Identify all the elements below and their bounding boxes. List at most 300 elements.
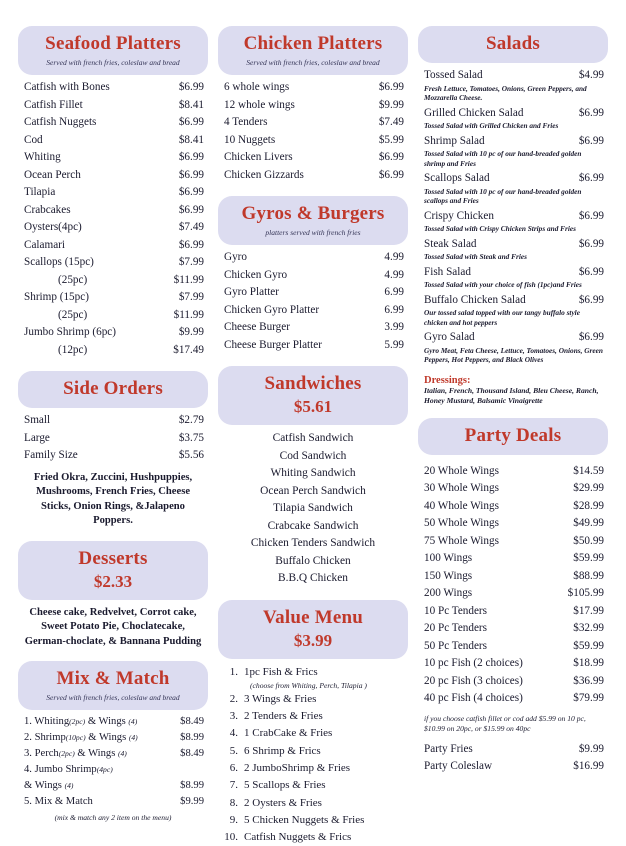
menu-item-row (24, 289, 204, 307)
menu-item-name: (25pc) (24, 307, 93, 325)
value-menu-item-number: 7. (224, 777, 244, 794)
salad-item-description: Tossed Salad with Steak and Fries (424, 252, 604, 262)
menu-item-row (224, 97, 404, 115)
value-menu-price: $3.99 (224, 631, 402, 651)
menu-item-name: (12pc) (24, 342, 93, 360)
menu-item-row (424, 550, 604, 568)
section-side-orders (18, 371, 208, 529)
salad-item-name: Steak Salad (424, 236, 483, 254)
sandwich-item: Whiting Sandwich (218, 465, 408, 483)
salad-item-name: Crispy Chicken (424, 208, 500, 226)
section-salads (418, 26, 608, 406)
dressings-body: Italian, French, Thousand Island, Bleu Cheese, Ranch, Honey Mustard, Balsamic Vinaigrette (424, 386, 604, 406)
mix-match-item-label: Mix & Match (35, 796, 93, 807)
menu-item-row (224, 319, 404, 337)
menu-item-row (24, 412, 204, 430)
value-menu-item (224, 708, 406, 725)
mix-match-item-qty2: (4) (129, 733, 138, 742)
value-menu-item (224, 777, 406, 794)
menu-item-price: $9.99 (379, 97, 404, 115)
sandwich-item: Catfish Sandwich (218, 430, 408, 448)
salad-item-price: $6.99 (579, 170, 604, 188)
salad-item-row (424, 236, 604, 254)
value-menu-item-text: 2 JumboShrimp & Fries (244, 760, 406, 777)
menu-item-row (224, 167, 404, 185)
gyros-burgers-header (218, 196, 408, 245)
menu-item-row (24, 342, 204, 360)
menu-item-price: $5.99 (379, 132, 404, 150)
salad-item-price: $6.99 (579, 236, 604, 254)
menu-item-price: $18.99 (573, 655, 604, 673)
menu-item-name: Chicken Gizzards (224, 167, 310, 185)
menu-item-row (224, 249, 404, 267)
menu-item-name: Calamari (24, 237, 71, 255)
mix-match-item-label: Jumbo Shrimp (35, 764, 97, 775)
salad-item-row (424, 264, 604, 282)
menu-item-row (424, 463, 604, 481)
mix-match-item (24, 762, 204, 778)
value-menu-item-text: 6 Shrimp & Frics (244, 743, 406, 760)
menu-item-name: Cheese Burger (224, 319, 296, 337)
menu-item-name: Chicken Gyro Platter (224, 302, 325, 320)
column-middle (218, 26, 408, 829)
value-menu-title: Value Menu (224, 607, 402, 629)
seafood-platters-subtitle: Served with french fries, coleslaw and bread (24, 58, 202, 67)
salad-item-price: $6.99 (579, 292, 604, 310)
menu-item-name: Catfish Fillet (24, 97, 89, 115)
desserts-price: $2.33 (24, 572, 202, 592)
menu-item-price: $5.56 (179, 447, 204, 465)
menu-item-row (24, 167, 204, 185)
menu-item-name: Oysters(4pc) (24, 219, 88, 237)
value-menu-item-note: (choose from Whiting, Perch, Tilapia ) (224, 681, 406, 691)
mix-match-item-qty: (10pc) (66, 733, 86, 742)
menu-item-name: 10 Pc Tenders (424, 603, 493, 621)
mix-match-item-label: & Wings (24, 780, 65, 791)
menu-item-name: 50 Whole Wings (424, 515, 505, 533)
menu-item-name: 75 Whole Wings (424, 533, 505, 551)
salad-item-description: Tossed Salad with your choice of fish (1pc)and Fries (424, 280, 604, 290)
salad-item-description: Fresh Lettuce, Tomatoes, Onions, Green Peppers, and Mozzarella Cheese. (424, 84, 604, 103)
menu-item-row (224, 114, 404, 132)
value-menu-item (224, 664, 406, 681)
menu-item-price: $3.75 (179, 430, 204, 448)
mix-match-item-number: 3. (24, 748, 35, 759)
menu-item-price: $7.99 (179, 254, 204, 272)
mix-match-list (18, 710, 208, 810)
value-menu-item-number: 10. (224, 829, 244, 846)
menu-item-price: $8.41 (179, 97, 204, 115)
salad-item-row (424, 208, 604, 226)
menu-item-price: $7.49 (379, 114, 404, 132)
gyros-burgers-list (218, 245, 408, 354)
salads-header (418, 26, 608, 63)
menu-item-name: 20 Whole Wings (424, 463, 505, 481)
menu-item-price: $6.99 (179, 149, 204, 167)
side-orders-title: Side Orders (24, 378, 202, 400)
section-seafood-platters (18, 26, 208, 359)
salad-item (424, 329, 604, 365)
mix-match-item-text (24, 746, 132, 762)
menu-item-name: 150 Wings (424, 568, 478, 586)
menu-item-name: Party Coleslaw (424, 758, 498, 776)
sandwich-item: Crabcake Sandwich (218, 518, 408, 536)
salad-item-name: Fish Salad (424, 264, 477, 282)
menu-item-price: $36.99 (573, 673, 604, 691)
salad-item (424, 236, 604, 262)
section-desserts (18, 541, 208, 650)
mix-match-footnote: (mix & match any 2 item on the menu) (18, 810, 208, 822)
salad-item-name: Tossed Salad (424, 67, 489, 85)
party-deals-title: Party Deals (424, 425, 602, 447)
mix-match-item-price: $9.99 (180, 794, 204, 810)
section-sandwiches (218, 366, 408, 588)
sandwich-item: Chicken Tenders Sandwich (218, 535, 408, 553)
menu-item-price: 6.99 (384, 302, 404, 320)
menu-item-row (24, 272, 204, 290)
salad-item-name: Scallops Salad (424, 170, 496, 188)
menu-item-name: 30 Whole Wings (424, 480, 505, 498)
menu-item-row (424, 655, 604, 673)
menu-item-price: $16.99 (573, 758, 604, 776)
menu-item-row (224, 149, 404, 167)
salad-item-price: $4.99 (579, 67, 604, 85)
menu-item-row (24, 149, 204, 167)
side-orders-note: Fried Okra, Zuccini, Hushpuppies, Mushrooms, French Fries, Cheese Sticks, Onion Rings, &Jalapeno Poppers. (18, 465, 208, 529)
menu-item-name: Catfish with Bones (24, 79, 116, 97)
desserts-header (18, 541, 208, 600)
menu-item-row (424, 603, 604, 621)
menu-item-name: 20 pc Fish (3 choices) (424, 673, 529, 691)
side-orders-list (18, 408, 208, 465)
menu-item-price: $6.99 (379, 167, 404, 185)
chicken-platters-subtitle: Served with french fries, coleslaw and bread (224, 58, 402, 67)
seafood-platters-header (18, 26, 208, 75)
sandwich-item: Cod Sandwich (218, 448, 408, 466)
menu-item-price: $6.99 (179, 167, 204, 185)
party-extras-list (418, 737, 608, 776)
value-menu-item (224, 743, 406, 760)
menu-item-price: $105.99 (568, 585, 604, 603)
menu-item-name: 4 Tenders (224, 114, 273, 132)
menu-item-row (224, 284, 404, 302)
mix-match-item-qty: (2pc) (59, 749, 75, 758)
menu-item-name: 10 pc Fish (2 choices) (424, 655, 529, 673)
menu-item-price: 3.99 (384, 319, 404, 337)
menu-item-price: $17.99 (573, 603, 604, 621)
menu-item-price: $14.59 (573, 463, 604, 481)
menu-item-price: $8.41 (179, 132, 204, 150)
column-left (18, 26, 208, 829)
sandwiches-title: Sandwiches (224, 373, 402, 395)
value-menu-item (224, 760, 406, 777)
menu-item-row (424, 585, 604, 603)
mix-match-item-number: 5. (24, 796, 35, 807)
menu-item-name: 50 Pc Tenders (424, 638, 493, 656)
menu-item-name: Cod (24, 132, 49, 150)
salad-item-description: Tossed Salad with Crispy Chicken Strips and Fries (424, 224, 604, 234)
mix-match-item-price: $8.99 (180, 778, 204, 794)
menu-item-price: $50.99 (573, 533, 604, 551)
mix-match-item (24, 794, 204, 810)
menu-item-price: $9.99 (579, 741, 604, 759)
salad-item-row (424, 170, 604, 188)
menu-item-name: (25pc) (24, 272, 93, 290)
salad-item (424, 208, 604, 234)
salad-item-price: $6.99 (579, 329, 604, 347)
menu-item-row (424, 690, 604, 708)
menu-item-price: $2.79 (179, 412, 204, 430)
menu-item-price: $6.99 (179, 79, 204, 97)
menu-item-name: Whiting (24, 149, 67, 167)
menu-item-name: Family Size (24, 447, 84, 465)
value-menu-item-number: 6. (224, 760, 244, 777)
menu-item-name: Chicken Livers (224, 149, 299, 167)
menu-item-price: $6.99 (179, 184, 204, 202)
value-menu-item-text: 2 Oysters & Fries (244, 795, 406, 812)
salad-item-name: Grilled Chicken Salad (424, 105, 529, 123)
value-menu-item-text: Catfish Nuggets & Frics (244, 829, 406, 846)
menu-item-price: $6.99 (179, 202, 204, 220)
desserts-note: Cheese cake, Redvelvet, Corrot cake, Sweet Potato Pie, Choclatecake, German-choclate, & Bannana Pudding (18, 600, 208, 650)
menu-item-row (24, 79, 204, 97)
menu-item-row (224, 267, 404, 285)
menu-item-row (24, 184, 204, 202)
mix-match-item-number: 2. (24, 732, 35, 743)
value-menu-item (224, 725, 406, 742)
menu-item-price: $6.99 (179, 237, 204, 255)
salad-item-description: Tossed Salad with 10 pc of our hand-breaded golden scallops and Fries (424, 187, 604, 206)
menu-item-row (424, 568, 604, 586)
menu-item-name: Tilapia (24, 184, 61, 202)
sandwiches-price: $5.61 (224, 397, 402, 417)
menu-item-row (224, 302, 404, 320)
menu-item-row (424, 620, 604, 638)
menu-item-row (24, 307, 204, 325)
salad-item-price: $6.99 (579, 133, 604, 151)
salad-item-row (424, 292, 604, 310)
menu-item-name: 6 whole wings (224, 79, 295, 97)
section-mix-match (18, 661, 208, 822)
mix-match-item-qty2: (4) (128, 717, 137, 726)
menu-item-price: $6.99 (379, 79, 404, 97)
menu-item-name: 20 Pc Tenders (424, 620, 493, 638)
mix-match-item (24, 746, 204, 762)
section-party-deals (418, 418, 608, 776)
salad-item-price: $6.99 (579, 105, 604, 123)
mix-match-subtitle: Served with french fries, coleslaw and bread (24, 693, 202, 702)
menu-item-price: $29.99 (573, 480, 604, 498)
mix-match-item-label2: & Wings (75, 748, 118, 759)
value-menu-item-text: 1pc Fish & Frics (244, 664, 406, 681)
menu-item-name: Large (24, 430, 56, 448)
salad-item-row (424, 67, 604, 85)
menu-item-name: Party Fries (424, 741, 479, 759)
party-fine-print-wrap (418, 708, 608, 737)
menu-item-price: 5.99 (384, 337, 404, 355)
mix-match-item-price: $8.49 (180, 746, 204, 762)
menu-item-price: $32.99 (573, 620, 604, 638)
salad-item-row (424, 329, 604, 347)
menu-item-row (424, 498, 604, 516)
value-menu-item-text: 1 CrabCake & Fries (244, 725, 406, 742)
menu-item-price: $6.99 (379, 149, 404, 167)
mix-match-item-number: 1. (24, 716, 34, 727)
salads-list (418, 63, 608, 365)
salad-item (424, 67, 604, 103)
value-menu-item-text: 3 Wings & Fries (244, 691, 406, 708)
menu-item-price: $88.99 (573, 568, 604, 586)
menu-item-price: $28.99 (573, 498, 604, 516)
mix-match-item-price: $8.99 (180, 730, 204, 746)
salad-item-name: Buffalo Chicken Salad (424, 292, 532, 310)
menu-item-name: Jumbo Shrimp (6pc) (24, 324, 122, 342)
menu-item-name: 12 whole wings (224, 97, 301, 115)
mix-match-item-qty: (2pc) (69, 717, 85, 726)
menu-item-name: 40 pc Fish (4 choices) (424, 690, 529, 708)
menu-item-name: Gyro Platter (224, 284, 285, 302)
mix-match-item-label: Perch (35, 748, 59, 759)
menu-item-row (424, 758, 604, 776)
salad-item-row (424, 133, 604, 151)
menu-item-price: $59.99 (573, 550, 604, 568)
column-right (418, 26, 608, 829)
value-menu-item-text: 5 Scallops & Fries (244, 777, 406, 794)
dressings-title: Dressings: (424, 375, 604, 386)
desserts-title: Desserts (24, 548, 202, 570)
salad-item-name: Shrimp Salad (424, 133, 491, 151)
value-menu-item-number: 3. (224, 708, 244, 725)
sandwich-item: Buffalo Chicken (218, 553, 408, 571)
mix-match-item-qty: (4pc) (97, 765, 113, 774)
menu-item-name: Shrimp (15pc) (24, 289, 95, 307)
salad-item (424, 264, 604, 290)
salad-item-price: $6.99 (579, 208, 604, 226)
sandwich-item: Tilapia Sandwich (218, 500, 408, 518)
value-menu-item-number: 5. (224, 743, 244, 760)
menu-item-price: 4.99 (384, 249, 404, 267)
chicken-platters-header (218, 26, 408, 75)
value-menu-item (224, 812, 406, 829)
mix-match-item-label2: & Wings (86, 732, 129, 743)
salad-item-name: Gyro Salad (424, 329, 481, 347)
salad-item (424, 133, 604, 169)
mix-match-item-qty2: (4) (118, 749, 127, 758)
mix-match-item-text (24, 730, 143, 746)
menu-item-row (224, 337, 404, 355)
menu-item-price: 4.99 (384, 267, 404, 285)
side-orders-header (18, 371, 208, 408)
value-menu-item-text: 5 Chicken Nuggets & Fries (244, 812, 406, 829)
menu-item-price: $11.99 (174, 307, 204, 325)
menu-item-row (24, 132, 204, 150)
mix-match-item (24, 778, 204, 794)
menu-item-name: Catfish Nuggets (24, 114, 102, 132)
menu-item-name: 10 Nuggets (224, 132, 281, 150)
mix-match-item-text (24, 794, 98, 810)
menu-item-row (424, 480, 604, 498)
sandwich-item: Ocean Perch Sandwich (218, 483, 408, 501)
menu-item-name: Crabcakes (24, 202, 77, 220)
mix-match-item-number: 4. (24, 764, 35, 775)
menu-item-row (24, 202, 204, 220)
chicken-platters-title: Chicken Platters (224, 33, 402, 55)
gyros-burgers-subtitle: platters served with french fries (224, 228, 402, 237)
menu-item-name: Chicken Gyro (224, 267, 293, 285)
menu-item-price: $6.99 (179, 114, 204, 132)
salad-item-description: Tossed Salad with 10 pc of our hand-breaded golden shrimp and Fries (424, 149, 604, 168)
mix-match-item-price: $8.49 (180, 714, 204, 730)
mix-match-item-label: Whiting (34, 716, 69, 727)
value-menu-item-number: 4. (224, 725, 244, 742)
menu-item-price: $59.99 (573, 638, 604, 656)
menu-item-price: 6.99 (384, 284, 404, 302)
value-menu-item-number: 8. (224, 795, 244, 812)
dressings-block (418, 367, 608, 406)
menu-item-row (424, 638, 604, 656)
mix-match-header (18, 661, 208, 710)
chicken-platters-list (218, 75, 408, 184)
menu-item-row (24, 237, 204, 255)
menu-item-row (24, 114, 204, 132)
salad-item (424, 105, 604, 131)
value-menu-item-number: 9. (224, 812, 244, 829)
menu-item-row (24, 324, 204, 342)
salad-item (424, 292, 604, 328)
salads-title: Salads (424, 33, 602, 55)
menu-item-name: 40 Whole Wings (424, 498, 505, 516)
menu-item-row (24, 430, 204, 448)
seafood-platters-list (18, 75, 208, 359)
value-menu-header (218, 600, 408, 659)
menu-item-row (24, 219, 204, 237)
salad-item-description: Tossed Salad with Grilled Chicken and Fries (424, 121, 604, 131)
menu-item-row (424, 515, 604, 533)
value-menu-item-text: 2 Tenders & Fries (244, 708, 406, 725)
mix-match-item (24, 714, 204, 730)
section-value-menu (218, 600, 408, 846)
salad-item-row (424, 105, 604, 123)
menu-item-name: Small (24, 412, 56, 430)
mix-match-item-text (24, 778, 78, 794)
menu-item-row (24, 447, 204, 465)
menu-item-price: $17.49 (173, 342, 204, 360)
menu-item-name: 200 Wings (424, 585, 478, 603)
menu-item-row (424, 741, 604, 759)
sandwich-item: B.B.Q Chicken (218, 570, 408, 588)
value-menu-item-number: 1. (224, 664, 244, 681)
mix-match-item-text (24, 762, 118, 778)
mix-match-item-qty: (4) (65, 781, 74, 790)
value-menu-item-number: 2. (224, 691, 244, 708)
menu-item-name: 100 Wings (424, 550, 478, 568)
value-menu-list (218, 659, 408, 846)
party-fine-print: if you choose catfish fillet or cod add $5.99 on 10 pc, $10.99 on 20pc, or $15.99 on 40pc (424, 712, 604, 737)
menu-item-price: $79.99 (573, 690, 604, 708)
menu-item-price: $7.49 (179, 219, 204, 237)
sandwiches-list (218, 425, 408, 588)
menu-item-row (224, 132, 404, 150)
menu-item-name: Scallops (15pc) (24, 254, 100, 272)
party-deals-list (418, 459, 608, 708)
salad-item-description: Gyro Meat, Feta Cheese, Lettuce, Tomatoes, Onions, Green Peppers, Hot Peppers, and Black Olives (424, 346, 604, 365)
menu-item-row (424, 533, 604, 551)
menu-item-name: Ocean Perch (24, 167, 87, 185)
menu-item-price: $49.99 (573, 515, 604, 533)
section-chicken-platters (218, 26, 408, 184)
menu-item-row (24, 254, 204, 272)
value-menu-item (224, 795, 406, 812)
